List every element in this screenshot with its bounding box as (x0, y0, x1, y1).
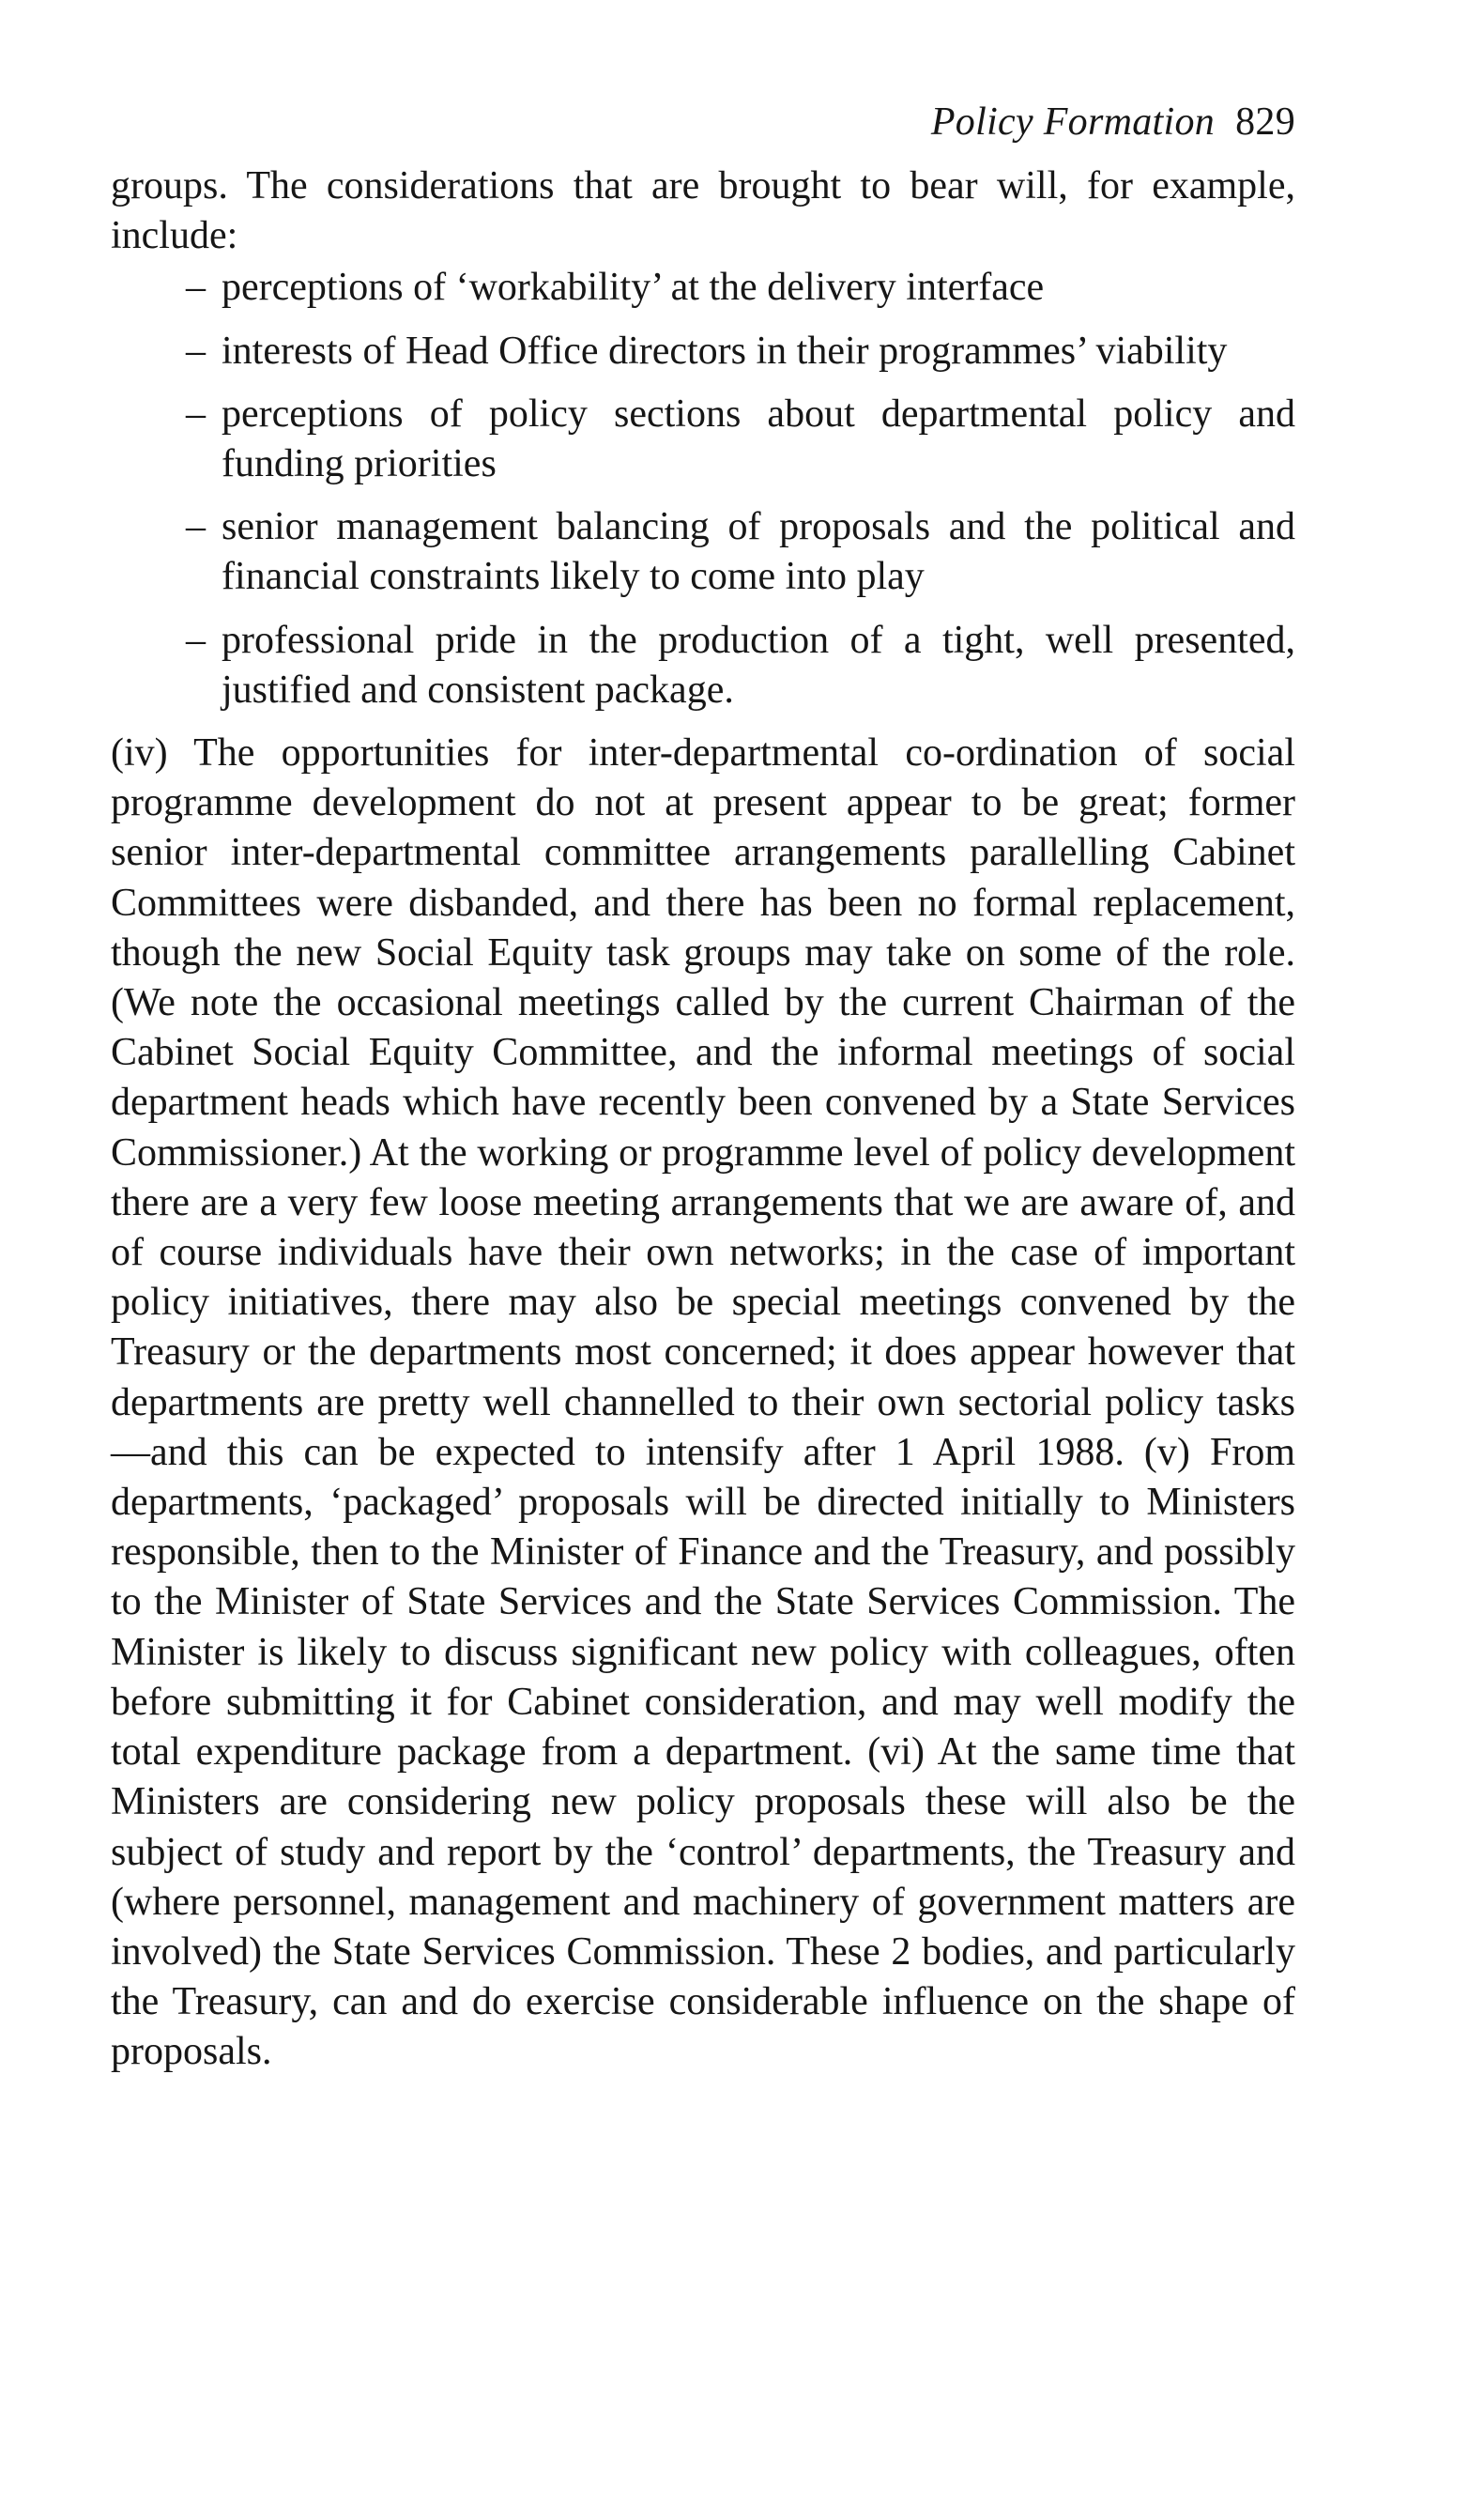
list-item-text: senior management balancing of proposals and the political and financial constraints likely to come into play (222, 505, 1295, 599)
running-head (111, 94, 1295, 161)
dash-marker: – (186, 329, 206, 373)
list-item (111, 263, 1295, 313)
body-text (111, 161, 1295, 2078)
dash-marker: – (186, 618, 206, 662)
list-item (111, 502, 1295, 602)
list-item (111, 327, 1295, 377)
list-item-text: interests of Head Office directors in their programmes’ viability (222, 329, 1228, 373)
list-item-text: perceptions of ‘workability’ at the delivery interface (222, 266, 1045, 310)
page-number: 829 (1235, 100, 1295, 144)
list-item-text: professional pride in the production of a tight, well presented, justified and consistent package. (222, 618, 1295, 712)
dash-marker: – (186, 505, 206, 549)
dash-marker: – (186, 392, 206, 436)
dash-marker: – (186, 266, 206, 310)
intro-paragraph: groups. The considerations that are brought to bear will, for example, include: (111, 164, 1295, 258)
list-item-text: perceptions of policy sections about departmental policy and funding priorities (222, 392, 1295, 486)
list-item (111, 616, 1295, 715)
considerations-list (111, 263, 1295, 715)
main-paragraph: (iv) The opportunities for inter-departmental co-ordination of social programme development do not at present appear to be great; former senior inter-departmental committee arrangements parallelling Cabinet Committees were disbanded, and there has been no formal replacement, though the new Social Equity task groups may take on some of the role. (We note the occasional meetings called by the current Chairman of the Cabinet Social Equity Committee, and the informal meetings of social department heads which have recently been convened by a State Services Commissioner.) At the working or programme level of policy development there are a very few loose meeting arrangements that we are aware of, and of course individuals have their own networks; in the case of important policy initiatives, there may also be special meetings convened by the Treasury or the departments most concerned; it does appear however that departments are pretty well channelled to their own sectorial policy tasks—and this can be expected to intensify after 1 April 1988. (v) From departments, ‘packaged’ proposals will be directed initially to Ministers responsible, then to the Minister of Finance and the Treasury, and possibly to the Minister of State Services and the State Services Commission. The Minister is likely to discuss significant new policy with colleagues, often before submitting it for Cabinet consideration, and may well modify the total expenditure package from a department. (vi) At the same time that Ministers are considering new policy proposals these will also be the subject of study and report by the ‘control’ departments, the Treasury and (where personnel, management and machinery of government matters are involved) the State Services Commission. These 2 bodies, and particularly the Treasury, can and do exercise considerable influence on the shape of proposals. (111, 731, 1295, 2074)
book-page (111, 94, 1295, 2078)
list-item (111, 390, 1295, 489)
running-title: Policy Formation (930, 100, 1216, 144)
